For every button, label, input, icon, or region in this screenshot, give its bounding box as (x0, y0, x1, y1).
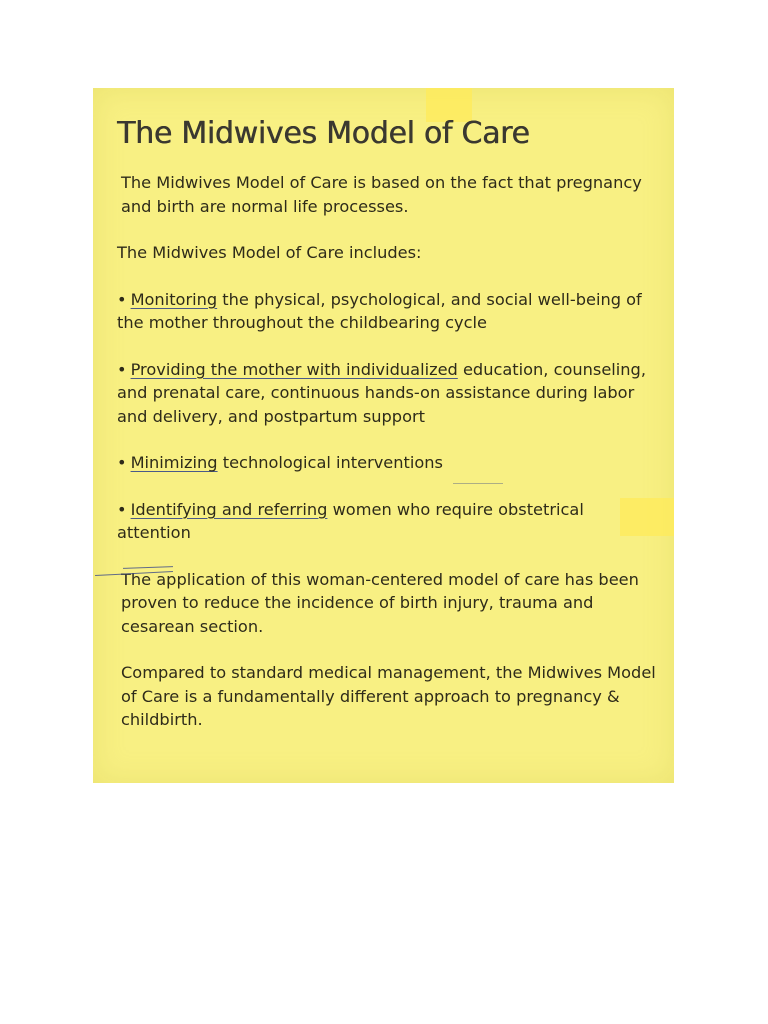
bullet-underlined-text: Monitoring (130, 289, 218, 309)
bullet-icon: • (117, 499, 127, 519)
includes-heading: The Midwives Model of Care includes: (117, 243, 422, 262)
bullet-underlined-text: Minimizing (130, 453, 218, 472)
bullet-item-monitoring (117, 288, 657, 335)
bullet-icon: • (117, 289, 127, 309)
document-title: The Midwives Model of Care (117, 116, 530, 151)
bullet-text: the physical, psychological, and social well-being of the mother throughout the childbearing cycle (117, 289, 642, 332)
bullet-icon: • (117, 453, 127, 472)
bullet-underlined-text: Identifying and referring (130, 499, 328, 519)
bullet-text: technological interventions (217, 453, 443, 472)
yellow-paper-sheet (93, 88, 674, 783)
document-content (117, 116, 657, 755)
bullet-underlined-text: Providing the mother with individualized (130, 359, 458, 379)
comparison-paragraph: Compared to standard medical management, the Midwives Model of Care is a fundamentally different approach to pregnancy & childbirth. (121, 663, 656, 729)
bullet-item-minimizing (117, 451, 657, 475)
bullet-text: women who require obstetrical attention (117, 499, 584, 542)
application-paragraph: The application of this woman-centered model of care has been proven to reduce the incidence of birth injury, trauma and cesarean section. (121, 569, 639, 636)
bullet-text: education, counseling, and prenatal care, continuous hands-on assistance during labor and delivery, and postpartum support (117, 359, 646, 426)
bullet-icon: • (117, 359, 127, 379)
intro-paragraph: The Midwives Model of Care is based on the fact that pregnancy and birth are normal life processes. (121, 173, 642, 216)
bullet-item-identifying (117, 498, 657, 545)
pen-mark-stroke (453, 483, 503, 484)
bullet-item-providing (117, 358, 657, 429)
